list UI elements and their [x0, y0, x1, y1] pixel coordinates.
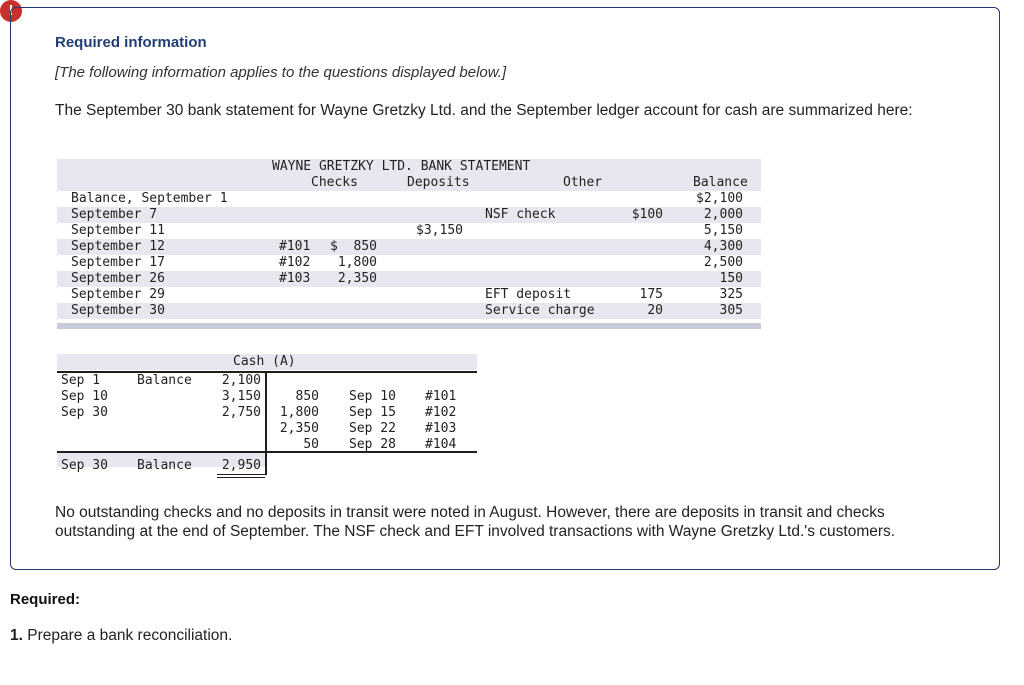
credit-amount: 2,350	[279, 421, 319, 436]
debit-date: Sep 1	[61, 373, 101, 388]
credit-ref: #103	[425, 421, 457, 436]
required-information-heading: Required information	[55, 34, 207, 51]
row-other-desc: Service charge	[485, 303, 595, 318]
task-number: 1.	[10, 627, 23, 644]
row-balance: 305	[719, 303, 743, 318]
row-other-amount: $100	[631, 207, 663, 222]
row-balance: 150	[719, 271, 743, 286]
row-date: September 30	[71, 303, 165, 318]
row-balance: $2,100	[696, 191, 743, 206]
credit-date: Sep 10	[349, 389, 396, 404]
row-balance: 2,000	[703, 207, 743, 222]
row-date: Balance, September 1	[71, 191, 228, 206]
row-date: September 17	[71, 255, 165, 270]
row-check-amount: $ 850	[330, 239, 377, 254]
debit-label: Balance	[137, 373, 192, 388]
row-balance: 5,150	[703, 223, 743, 238]
debit-amount: 2,100	[221, 373, 261, 388]
task-text: Prepare a bank reconciliation.	[27, 627, 233, 644]
row-check-number: #102	[279, 255, 311, 270]
row-check-number: #103	[279, 271, 311, 286]
credit-date: Sep 15	[349, 405, 396, 420]
row-check-amount: 2,350	[337, 271, 377, 286]
credit-ref: #102	[425, 405, 457, 420]
outro-text: No outstanding checks and no deposits in transit were noted in August. However, there are deposits in transit and checks outstanding at the end of September. The NSF check and EFT involved transactions with Wayne Gretzky Ltd.'s customers.	[55, 504, 896, 540]
debit-amount: 3,150	[221, 389, 261, 404]
task-item	[10, 627, 232, 645]
credit-amount: 50	[303, 437, 319, 452]
row-balance: 2,500	[703, 255, 743, 270]
header-other: Other	[563, 175, 603, 190]
row-balance: 4,300	[703, 239, 743, 254]
row-check-number: #101	[279, 239, 311, 254]
ending-amount: 2,950	[221, 458, 261, 473]
bank-statement-title: WAYNE GRETZKY LTD. BANK STATEMENT	[272, 159, 531, 174]
credit-amount: 1,800	[279, 405, 319, 420]
row-deposit: $3,150	[416, 223, 463, 238]
header-deposits: Deposits	[407, 175, 470, 190]
alert-icon: !	[0, 0, 22, 22]
row-other-amount: 20	[647, 303, 663, 318]
required-heading: Required:	[10, 591, 81, 608]
row-other-desc: EFT deposit	[485, 287, 572, 302]
cash-account-title: Cash (A)	[233, 354, 296, 369]
row-balance: 325	[719, 287, 743, 302]
credit-date: Sep 22	[349, 421, 396, 436]
row-other-desc: NSF check	[485, 207, 556, 222]
row-other-amount: 175	[639, 287, 663, 302]
row-date: September 29	[71, 287, 165, 302]
ending-date: Sep 30	[61, 458, 108, 473]
ending-label: Balance	[137, 458, 192, 473]
header-checks: Checks	[311, 175, 358, 190]
header-balance: Balance	[693, 175, 748, 190]
row-check-amount: 1,800	[337, 255, 377, 270]
applies-note: [The following information applies to the questions displayed below.]	[55, 64, 507, 81]
row-date: September 26	[71, 271, 165, 286]
intro-text: The September 30 bank statement for Wayne Gretzky Ltd. and the September ledger account for cash are summarized here:	[55, 102, 913, 119]
credit-amount: 850	[295, 389, 319, 404]
debit-date: Sep 10	[61, 389, 108, 404]
credit-ref: #104	[425, 437, 457, 452]
credit-date: Sep 28	[349, 437, 396, 452]
row-date: September 7	[71, 207, 158, 222]
row-date: September 12	[71, 239, 165, 254]
debit-amount: 2,750	[221, 405, 261, 420]
debit-date: Sep 30	[61, 405, 108, 420]
bank-statement-table	[57, 159, 761, 329]
cash-t-account	[57, 354, 477, 484]
credit-ref: #101	[425, 389, 457, 404]
row-date: September 11	[71, 223, 165, 238]
